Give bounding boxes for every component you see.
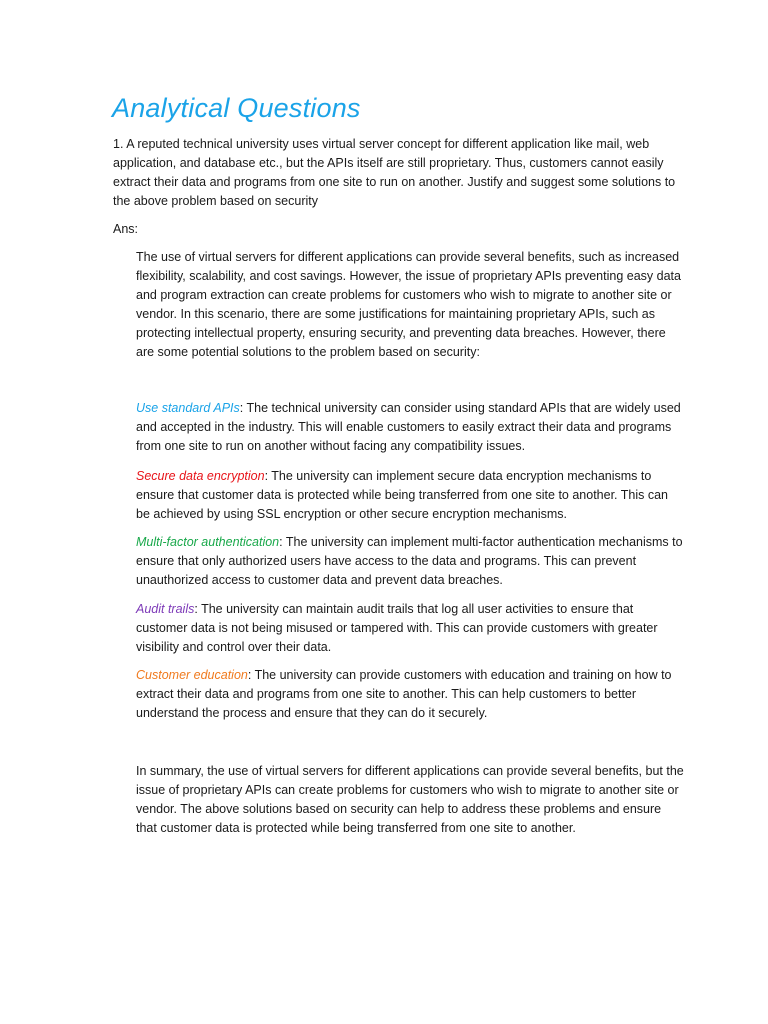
answer-label: Ans:: [113, 222, 139, 236]
solution-item: [136, 600, 684, 657]
solution-term: Audit trails: [136, 602, 195, 616]
solution-term: Secure data encryption: [136, 469, 265, 483]
solution-text: : The university can implement multi-factor authentication mechanisms to ensure that only authorized users have access to the data and programs. This can prevent unauthorized access to customer data and prevent data breaches.: [136, 535, 683, 587]
answer-intro: The use of virtual servers for different applications can provide several benefits, such as increased flexibility, scalability, and cost savings. However, the issue of proprietary APIs preventing easy data and program extraction can create problems for customers who wish to migrate to another site or vendor. In this scenario, there are some justifications for maintaining proprietary APIs, such as protecting intellectual property, ensuring security, and preventing data breaches. However, there are some potential solutions to the problem based on security:: [136, 250, 681, 359]
solution-item: [136, 533, 684, 590]
solution-text: : The university can provide customers with education and training on how to extract their data and programs from one site to another. This can help customers to better understand the process and ensure that they can do it securely.: [136, 668, 672, 720]
page-title: Analytical Questions: [112, 93, 361, 123]
solution-term: Multi-factor authentication: [136, 535, 280, 549]
solution-term: Use standard APIs: [136, 401, 240, 415]
solution-text: : The university can implement secure data encryption mechanisms to ensure that customer data is protected while being transferred from one site to another. This can be achieved by using SSL encryption or other secure encryption mechanisms.: [136, 469, 669, 521]
summary-paragraph: In summary, the use of virtual servers for different applications can provide several benefits, but the issue of proprietary APIs can create problems for customers who wish to migrate to another site or vendor. The above solutions based on security can help to address these problems and ensure that customer data is protected while being transferred from one site to another.: [136, 764, 684, 835]
solution-item: [136, 666, 684, 723]
question-text: 1. A reputed technical university uses virtual server concept for different application like mail, web application, and database etc., but the APIs itself are still proprietary. Thus, customers cannot easily extract their data and programs from one site to run on another. Justify and suggest some solutions to the above problem based on security: [113, 137, 676, 208]
solution-text: : The technical university can consider using standard APIs that are widely used and accepted in the industry. This will enable customers to easily extract their data and programs from one site to run on another without facing any compatibility issues.: [136, 401, 681, 453]
solution-text: : The university can maintain audit trails that log all user activities to ensure that customer data is not being misused or tampered with. This can provide customers with greater visibility and control over their data.: [136, 602, 658, 654]
solution-term: Customer education: [136, 668, 248, 682]
solution-item: [136, 467, 684, 524]
solution-item: [136, 399, 684, 456]
